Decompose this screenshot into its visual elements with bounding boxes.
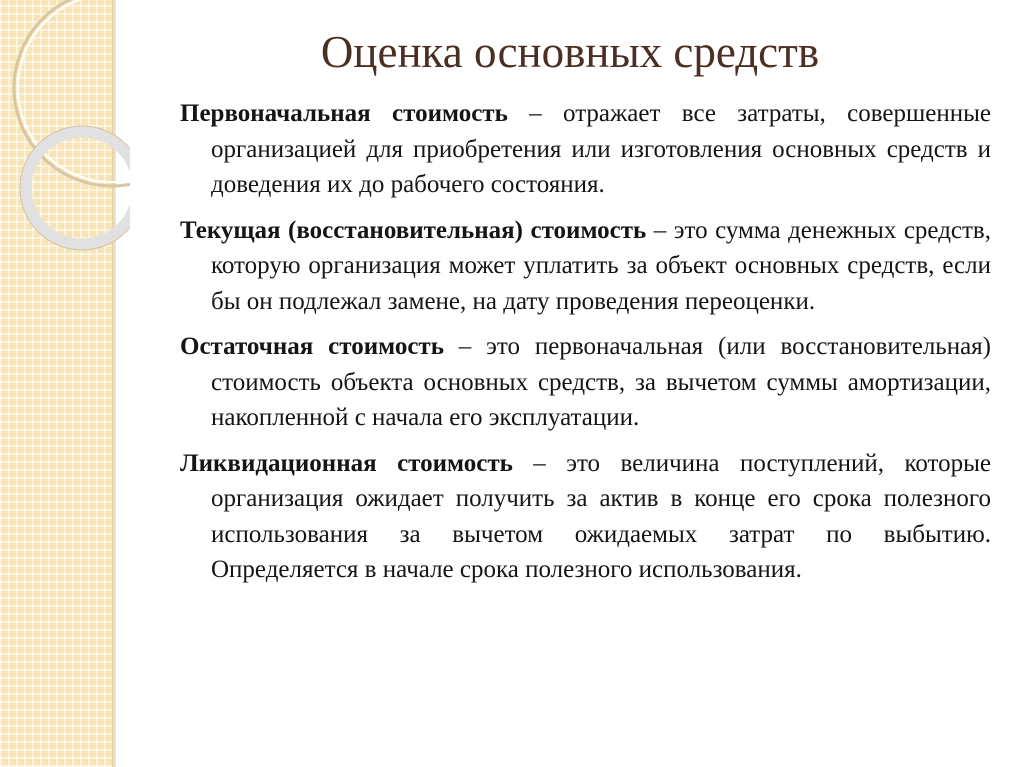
- definition-text: – это сумма денежных средств, которую организация может уплатить за объект основных средств, если бы он подлежал замене, на дату проведения переоценки.: [211, 216, 991, 315]
- definition-term: Текущая (восстановительная) стоимость: [180, 216, 647, 244]
- definition-text: – это первоначальная (или восстановительная) стоимость объекта основных средств, за вычетом суммы амортизации, накопленной с начала его эксплуатации.: [211, 333, 992, 431]
- definition-item: [180, 96, 991, 203]
- definition-term: Первоначальная стоимость: [180, 100, 508, 127]
- definition-item: [180, 446, 991, 588]
- slide-title: Оценка основных средств: [320, 27, 820, 77]
- definition-text: – это величина поступлений, которые организация ожидает получить за актив в конце его срока полезного использования за вычетом ожидаемых затрат по выбытию. Определяется в начале срока полезного использования.: [211, 449, 991, 583]
- definitions-list: [180, 96, 991, 598]
- definition-term: Ликвидационная стоимость: [180, 449, 513, 477]
- decorative-rings-graphic: [0, 0, 130, 260]
- definition-term: Остаточная стоимость: [180, 333, 444, 360]
- definition-item: [180, 329, 991, 436]
- decorative-ring-small: [26, 132, 130, 244]
- definition-text: – отражает все затраты, совершенные организацией для приобретения или изготовления основных средств и доведения их до рабочего состояния.: [211, 100, 991, 198]
- definition-item: [180, 213, 991, 320]
